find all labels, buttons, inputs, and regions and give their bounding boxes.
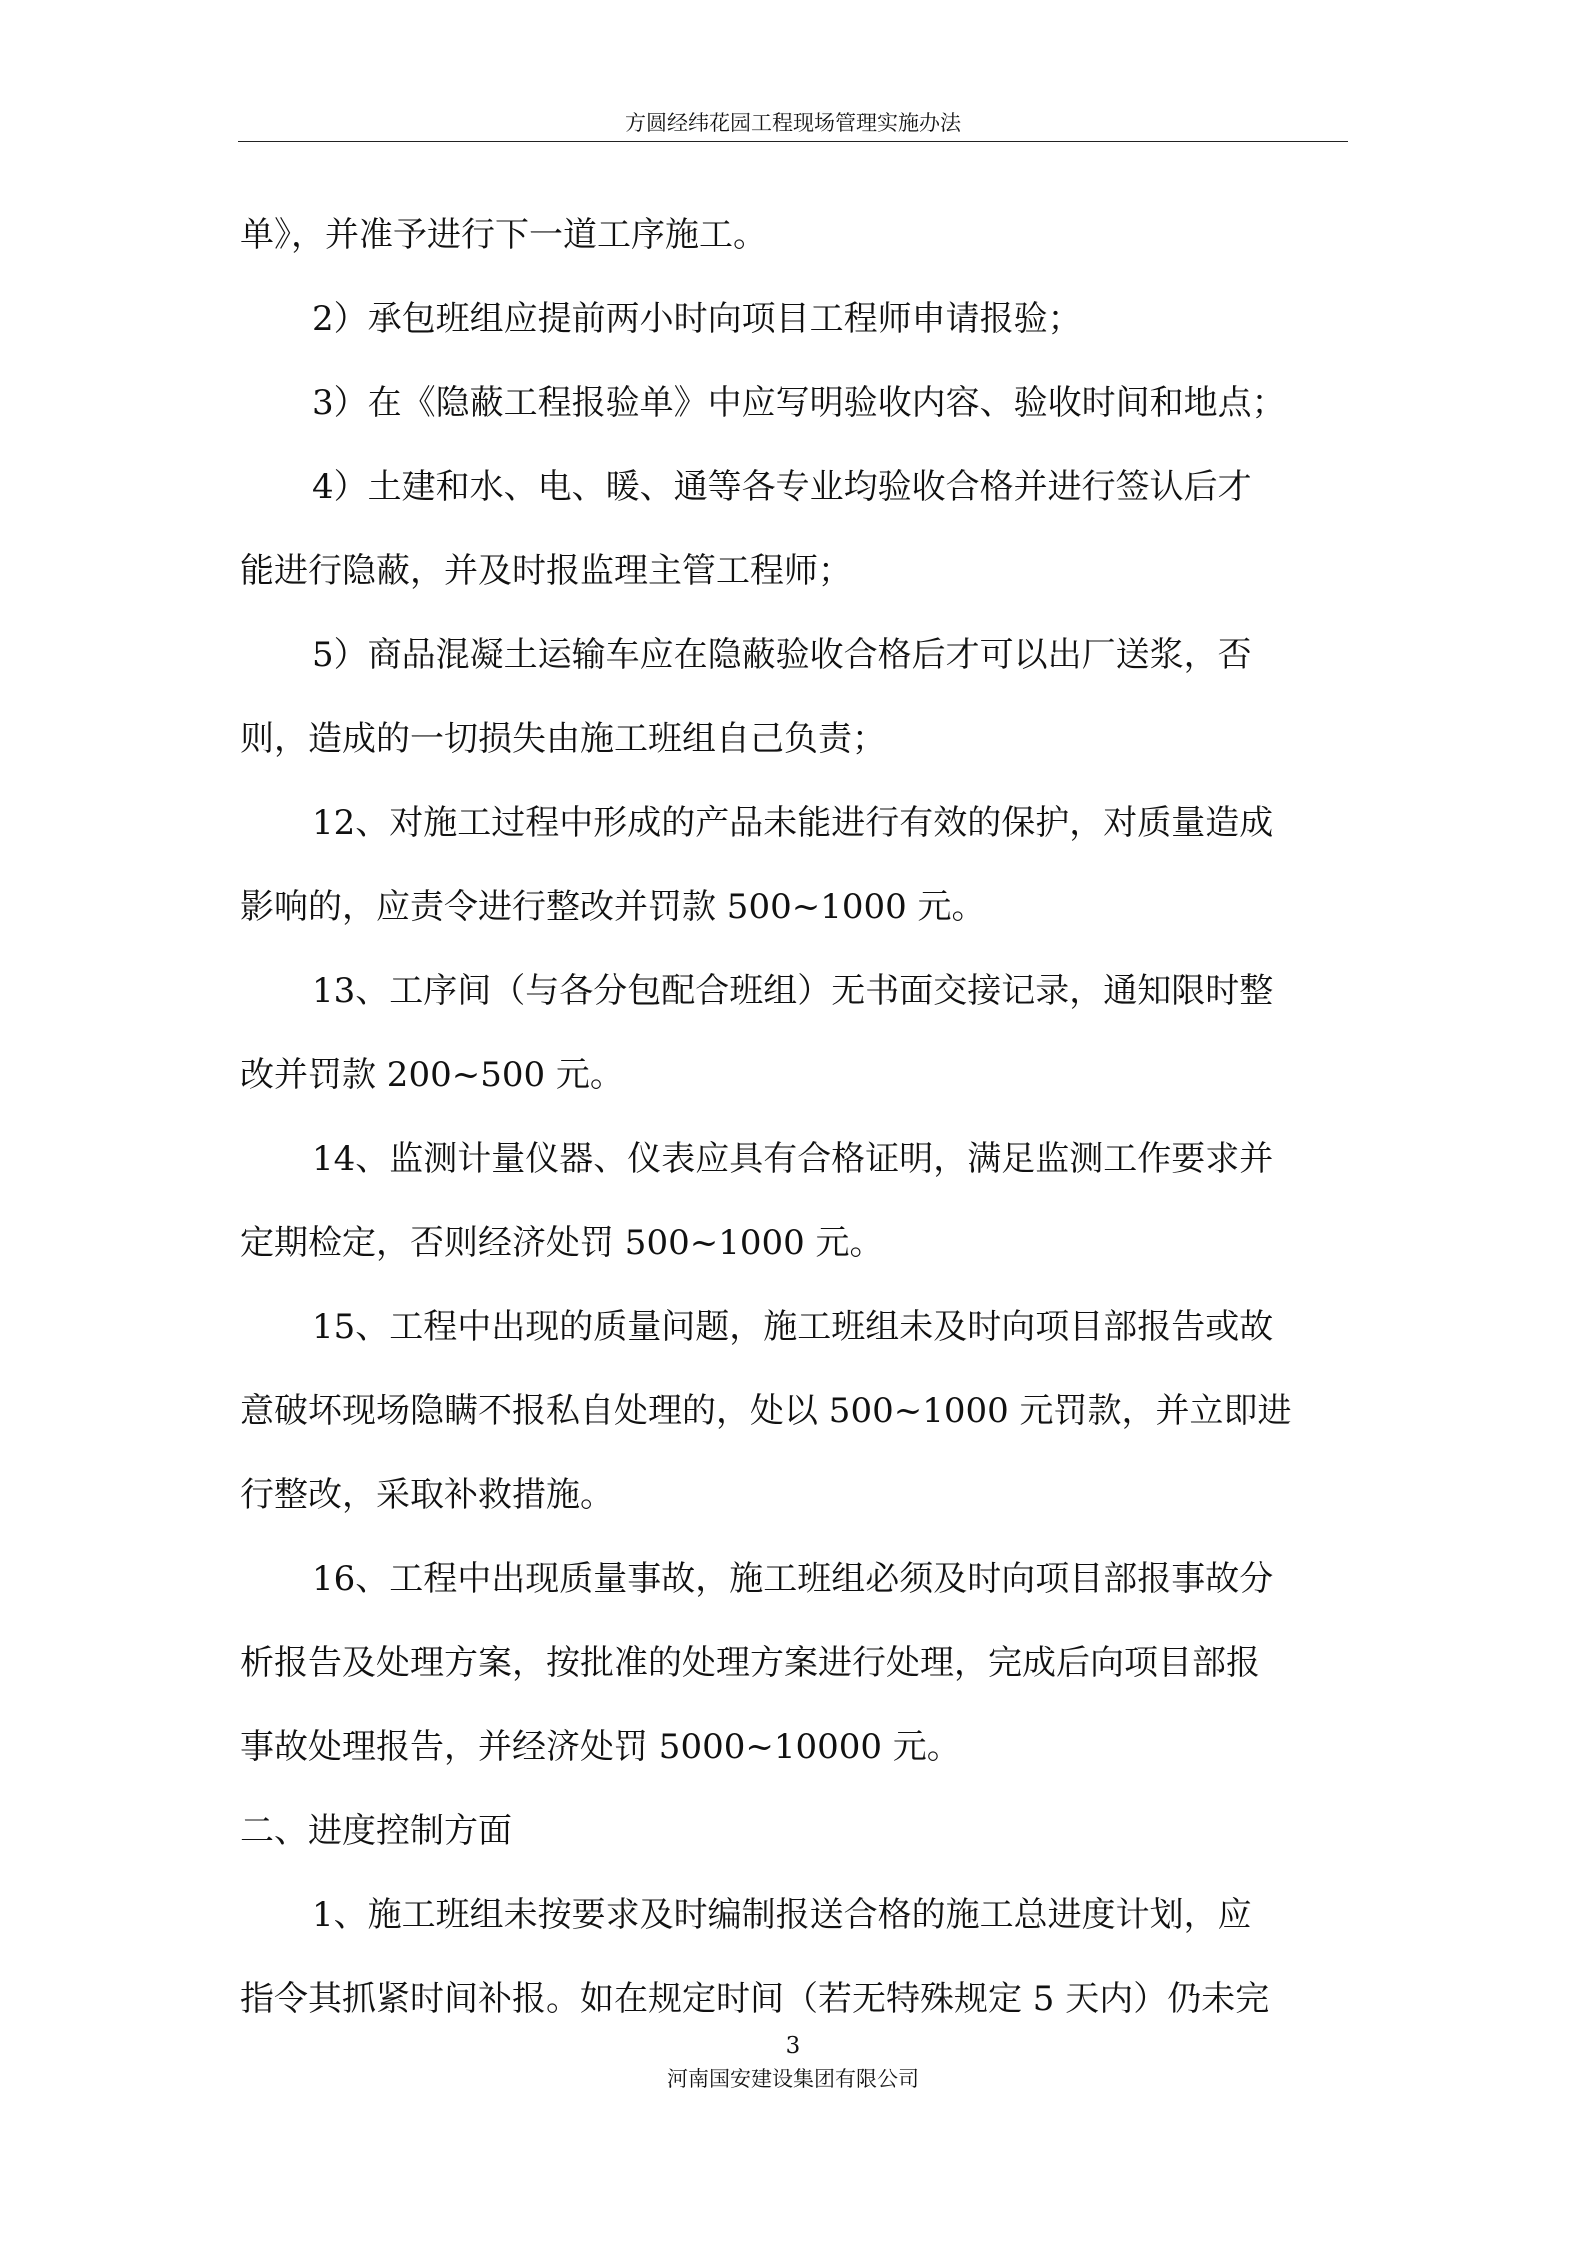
text-line: 行整改，采取补救措施。 <box>240 1475 614 1515</box>
text-line: 改并罚款 200~500 元。 <box>240 1055 624 1095</box>
text-line: 事故处理报告，并经济处罚 5000~10000 元。 <box>240 1727 961 1767</box>
text-line: 能进行隐蔽，并及时报监理主管工程师； <box>240 551 852 591</box>
text-line: 则，造成的一切损失由施工班组自己负责； <box>240 719 886 759</box>
text-line: 指令其抓紧时间补报。如在规定时间（若无特殊规定 5 天内）仍未完 <box>240 1979 1270 2019</box>
text-line: 2）承包班组应提前两小时向项目工程师申请报验； <box>312 299 1082 339</box>
text-line: 5）商品混凝土运输车应在隐蔽验收合格后才可以出厂送浆，否 <box>312 635 1252 675</box>
running-header: 方圆经纬花园工程现场管理实施办法 <box>625 111 961 135</box>
text-line: 影响的，应责令进行整改并罚款 500~1000 元。 <box>240 887 986 927</box>
text-line: 13、工序间（与各分包配合班组）无书面交接记录，通知限时整 <box>312 971 1274 1011</box>
text-line: 12、对施工过程中形成的产品未能进行有效的保护，对质量造成 <box>312 803 1274 843</box>
text-line: 意破坏现场隐瞒不报私自处理的，处以 500~1000 元罚款，并立即进 <box>240 1391 1292 1431</box>
text-line: 单》，并准予进行下一道工序施工。 <box>240 215 767 255</box>
text-line: 二、进度控制方面 <box>240 1811 512 1851</box>
text-line: 14、监测计量仪器、仪表应具有合格证明，满足监测工作要求并 <box>312 1139 1274 1179</box>
header-rule <box>238 141 1348 142</box>
document-body <box>240 210 1346 2058</box>
text-line: 15、工程中出现的质量问题，施工班组未及时向项目部报告或故 <box>312 1307 1274 1347</box>
page-number: 3 <box>785 2033 801 2059</box>
text-line: 3）在《隐蔽工程报验单》中应写明验收内容、验收时间和地点； <box>312 383 1286 423</box>
text-line: 析报告及处理方案，按批准的处理方案进行处理，完成后向项目部报 <box>240 1643 1260 1683</box>
text-line: 定期检定，否则经济处罚 500~1000 元。 <box>240 1223 884 1263</box>
text-line: 1、施工班组未按要求及时编制报送合格的施工总进度计划，应 <box>312 1895 1252 1935</box>
text-line: 16、工程中出现质量事故，施工班组必须及时向项目部报事故分 <box>312 1559 1274 1599</box>
footer-company: 河南国安建设集团有限公司 <box>667 2067 919 2091</box>
text-line: 4）土建和水、电、暖、通等各专业均验收合格并进行签认后才 <box>312 467 1252 507</box>
